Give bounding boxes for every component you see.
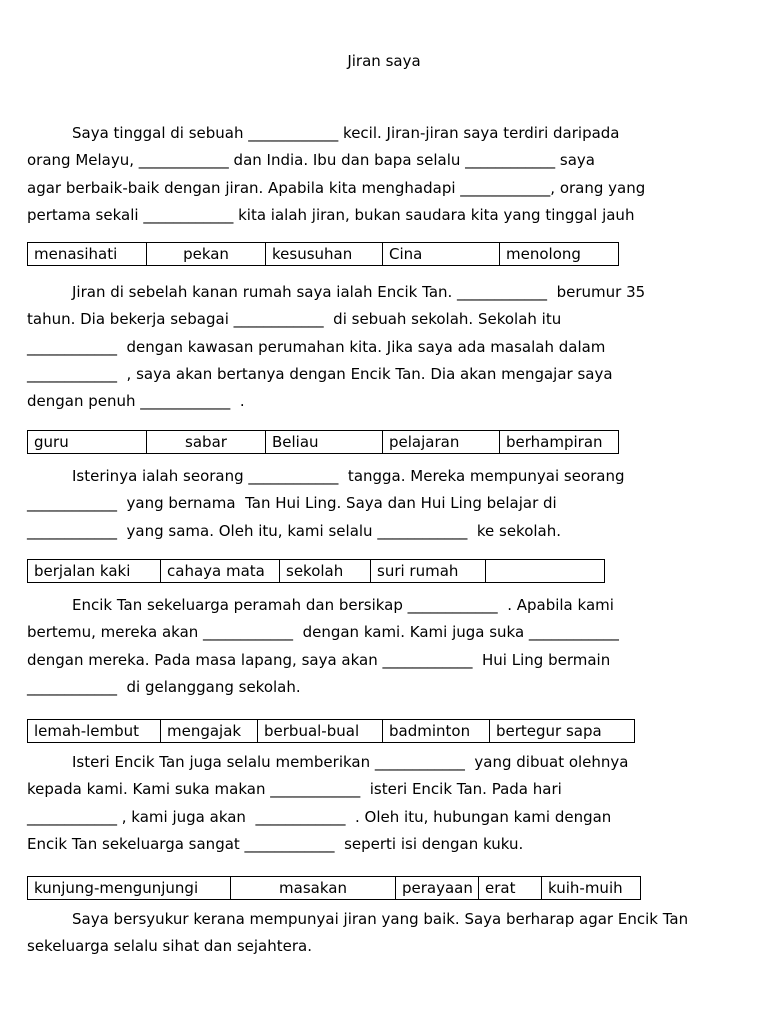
word-bank-cell: pelajaran <box>383 431 500 454</box>
word-bank-cell: berbual-bual <box>258 720 383 743</box>
word-bank-cell: menolong <box>500 243 619 266</box>
word-bank-cell: bertegur sapa <box>490 720 635 743</box>
word-bank-cell: menasihati <box>28 243 147 266</box>
paragraph-line: bertemu, mereka akan ____________ dengan kami. Kami juga suka ____________ <box>27 623 619 642</box>
word-bank-cell: berjalan kaki <box>28 560 161 583</box>
paragraph-line: orang Melayu, ____________ dan India. Ibu dan bapa selalu ____________ saya <box>27 151 595 170</box>
paragraph-line: ____________ yang bernama Tan Hui Ling. Saya dan Hui Ling belajar di <box>27 494 557 513</box>
word-bank-cell: cahaya mata <box>161 560 280 583</box>
paragraph-line: ____________ dengan kawasan perumahan kita. Jika saya ada masalah dalam <box>27 337 606 356</box>
paragraph-2 <box>27 279 749 415</box>
word-bank-cell: kesusuhan <box>266 243 383 266</box>
paragraph-line: pertama sekali ____________ kita ialah jiran, bukan saudara kita yang tinggal jauh <box>27 205 635 224</box>
word-bank-cell <box>486 560 605 583</box>
word-bank-cell: sekolah <box>280 560 371 583</box>
paragraph-3 <box>27 463 749 545</box>
word-bank-cell: guru <box>28 431 147 454</box>
paragraph-line: sekeluarga selalu sihat dan sejahtera. <box>27 937 312 956</box>
word-bank-cell: kuih-muih <box>542 877 641 900</box>
paragraph-line: kepada kami. Kami suka makan ____________ isteri Encik Tan. Pada hari <box>27 780 562 799</box>
paragraph-line: agar berbaik-baik dengan jiran. Apabila kita menghadapi ____________, orang yang <box>27 178 646 197</box>
word-bank-cell: sabar <box>147 431 266 454</box>
paragraph-line: ____________ , kami juga akan ____________ . Oleh itu, hubungan kami dengan <box>27 807 612 826</box>
paragraph-line: Saya tinggal di sebuah ____________ kecil. Jiran-jiran saya terdiri daripada <box>72 124 620 142</box>
paragraph-line: ____________ , saya akan bertanya dengan Encik Tan. Dia akan mengajar saya <box>27 364 613 383</box>
paragraph-1 <box>27 120 749 229</box>
paragraph-line: Encik Tan sekeluarga peramah dan bersikap ____________ . Apabila kami <box>72 596 614 614</box>
word-bank-4 <box>27 719 635 743</box>
paragraph-line: Jiran di sebelah kanan rumah saya ialah Encik Tan. ____________ berumur 35 <box>72 283 646 301</box>
word-bank-cell: suri rumah <box>371 560 486 583</box>
word-bank-cell: pekan <box>147 243 266 266</box>
paragraph-5 <box>27 749 749 858</box>
paragraph-line: Isteri Encik Tan juga selalu memberikan ____________ yang dibuat olehnya <box>72 753 629 771</box>
word-bank-cell: lemah-lembut <box>28 720 161 743</box>
paragraph-line: Isterinya ialah seorang ____________ tangga. Mereka mempunyai seorang <box>72 467 625 485</box>
word-bank-cell: mengajak <box>161 720 258 743</box>
paragraph-line: ____________ di gelanggang sekolah. <box>27 677 301 696</box>
paragraph-6 <box>27 906 749 961</box>
word-bank-cell: kunjung-mengunjungi <box>28 877 231 900</box>
paragraph-4 <box>27 592 749 701</box>
paragraph-line: Encik Tan sekeluarga sangat ____________ seperti isi dengan kuku. <box>27 834 524 853</box>
paragraph-line: ____________ yang sama. Oleh itu, kami selalu ____________ ke sekolah. <box>27 521 562 540</box>
paragraph-line: dengan penuh ____________ . <box>27 392 245 411</box>
word-bank-cell: erat <box>479 877 542 900</box>
paragraph-line: dengan mereka. Pada masa lapang, saya akan ____________ Hui Ling bermain <box>27 650 611 669</box>
word-bank-cell: badminton <box>383 720 490 743</box>
paragraph-line: Saya bersyukur kerana mempunyai jiran yang baik. Saya berharap agar Encik Tan <box>72 910 689 928</box>
word-bank-cell: Cina <box>383 243 500 266</box>
word-bank-cell: perayaan <box>396 877 479 900</box>
word-bank-2 <box>27 430 619 454</box>
word-bank-3 <box>27 559 605 583</box>
word-bank-5 <box>27 876 641 900</box>
word-bank-cell: berhampiran <box>500 431 619 454</box>
paragraph-line: tahun. Dia bekerja sebagai ____________ di sebuah sekolah. Sekolah itu <box>27 310 562 329</box>
word-bank-cell: masakan <box>231 877 396 900</box>
word-bank-1 <box>27 242 619 266</box>
word-bank-cell: Beliau <box>266 431 383 454</box>
page-title: Jiran saya <box>347 52 421 70</box>
